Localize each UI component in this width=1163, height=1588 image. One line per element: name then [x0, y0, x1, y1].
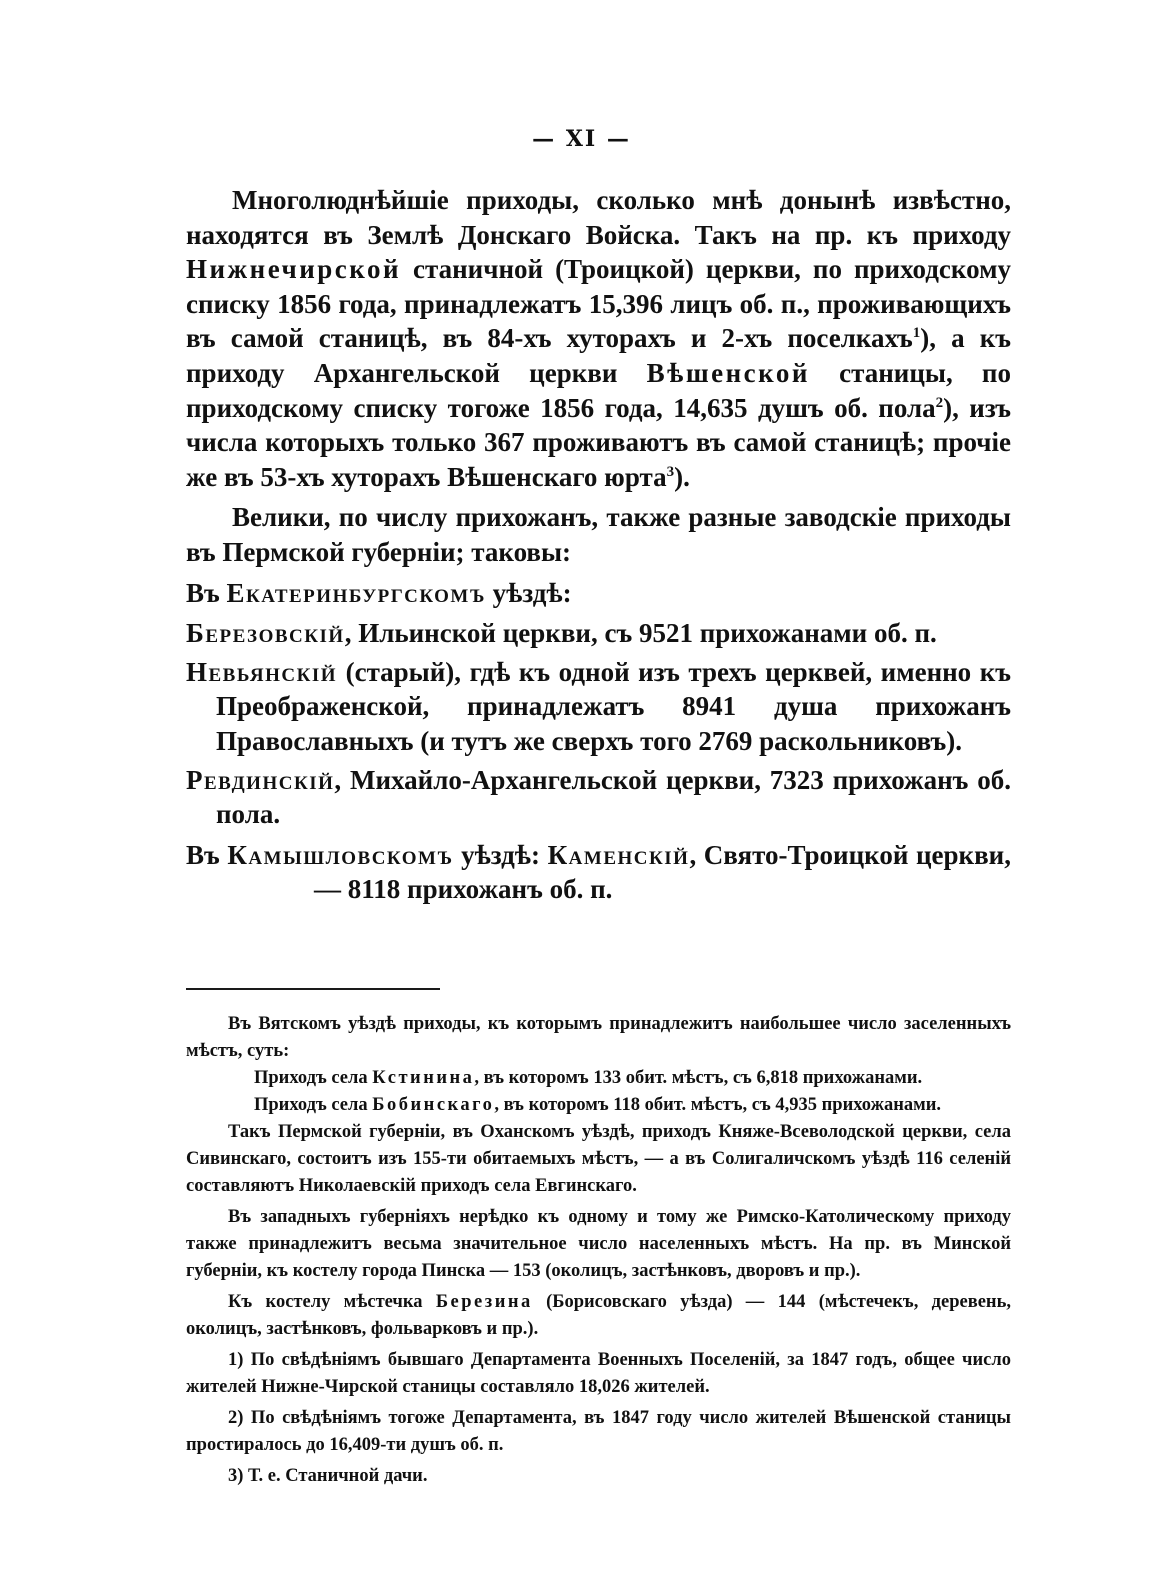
- main-text-block: [186, 183, 1011, 907]
- parish-name: Невьянскій: [186, 656, 338, 687]
- text-run: Въ: [186, 577, 227, 608]
- text-run: , въ которомъ 118 обит. мѣстъ, съ 4,935 прихожанами.: [494, 1095, 942, 1115]
- footnotes-block: [186, 1011, 1011, 1490]
- paragraph-perm-parishes: Велики, по числу прихожанъ, также разные заводскіе приходы въ Пермской губерніи; таковы:: [186, 502, 1011, 567]
- note-bobinsk: [186, 1092, 1011, 1119]
- text-run: Въ: [186, 839, 228, 870]
- text-run: (Борисовскаго уѣзда) — 144 (мѣстечекъ, деревень, околицъ, застѣнковъ, фольварковъ и пр.).: [186, 1292, 1011, 1339]
- text-run: станичной (Троицкой) церкви, по приходскому списку 1856 года, принадлежатъ 15,396 лицъ об. п., проживающихъ въ самой станицѣ, въ 84-хъ хуторахъ и 2-хъ поселкахъ: [186, 254, 1011, 354]
- footnote-3: 3) Т. е. Станичной дачи.: [228, 1466, 428, 1486]
- paragraph-parishes-don: [186, 183, 1011, 494]
- district-name: Екатеринбургскомъ: [226, 577, 486, 608]
- spaced-name: Березина: [435, 1292, 533, 1312]
- footnote-2: 2) По свѣдѣніямъ тогоже Департамента, въ 1847 году число жителей Вѣшенской станицы простиралось до 16,409-ти душъ об. п.: [186, 1408, 1011, 1455]
- note-perm: Такъ Пермской губерніи, въ Оханскомъ уѣздѣ, приходъ Княже-Всеволодской церкви, села Сивинскаго, состоитъ изъ 155-ти обитаемыхъ мѣстъ, — а въ Солигаличскомъ уѣздѣ 116 селеній составляютъ Николаевскій приходъ села Евгинскаго.: [186, 1122, 1011, 1196]
- parish-name: Березовскій: [186, 618, 345, 649]
- spaced-name: Бобинскаго: [372, 1095, 495, 1115]
- entry-nevyansky: [186, 655, 1011, 759]
- entry-revdinsky: [186, 763, 1011, 832]
- text-run: ), а къ приходу Архангельской церкви: [186, 323, 1011, 388]
- footnote-ref-1[interactable]: 1: [912, 325, 921, 342]
- parish-name: Ревдинскій: [186, 764, 335, 795]
- text-run: , Ильинской церкви, съ 9521 прихожанами об. п.: [344, 618, 937, 649]
- text-run: ).: [674, 461, 690, 492]
- spaced-name: Вѣшенской: [646, 357, 810, 388]
- note-kstinino: [186, 1065, 1011, 1092]
- text-run: ), изъ числа которыхъ только 367 проживаютъ въ самой станицѣ; прочіе же въ 53-хъ хуторахъ Вѣшенскаго юрта: [186, 392, 1011, 492]
- page-number: — XI —: [532, 126, 631, 152]
- text-run: Многолюднѣйшіе приходы, сколько мнѣ донынѣ извѣстно, находятся въ Землѣ Донскаго Войска. Такъ на пр. къ приходу: [186, 185, 1011, 250]
- text-run: станицы, по приходскому списку тогоже 1856 года, 14,635 душъ об. пола: [186, 357, 1011, 423]
- footnote-ref-2[interactable]: 2: [935, 394, 944, 411]
- footnote-divider: [186, 988, 440, 990]
- spaced-name: Кстинина: [372, 1068, 475, 1088]
- note-berezino: [186, 1289, 1011, 1343]
- district-heading-kamyshlov: [186, 838, 1011, 907]
- text-run: уѣздѣ:: [485, 577, 572, 608]
- text-run: Къ костелу мѣстечка: [228, 1292, 436, 1312]
- text-run: уѣздѣ:: [453, 839, 548, 870]
- text-run: (старый), гдѣ къ одной изъ трехъ церквей, именно къ Преображенской, принадлежатъ 8941 душа прихожанъ Православныхъ (и тутъ же сверхъ того 2769 раскольниковъ).: [216, 656, 1011, 756]
- footnote-1: 1) По свѣдѣніямъ бывшаго Департамента Военныхъ Поселеній, за 1847 годъ, общее число жителей Нижне-Чирской станицы составляло 18,026 жителей.: [186, 1350, 1011, 1397]
- note-western: Въ западныхъ губерніяхъ нерѣдко къ одному и тому же Римско-Католическому приходу также принадлежитъ весьма значительное число населенныхъ мѣстъ. На пр. въ Минской губерніи, къ костелу города Пинска — 153 (околицъ, застѣнковъ, дворовъ и пр.).: [186, 1207, 1011, 1281]
- text-run: Приходъ села: [254, 1068, 373, 1088]
- parish-name: Каменскій: [547, 839, 690, 870]
- text-run: Приходъ села: [254, 1095, 373, 1115]
- text-run: , въ которомъ 133 обит. мѣстъ, съ 6,818 прихожанами.: [474, 1068, 923, 1088]
- district-heading-ekaterinburg: [186, 576, 1011, 611]
- entry-berezovsky: [186, 616, 1011, 651]
- note-vyatka: Въ Вятскомъ уѣздѣ приходы, къ которымъ принадлежитъ наибольшее число заселенныхъ мѣстъ, суть:: [186, 1014, 1011, 1061]
- text-run: , Свято-Троицкой церкви, — 8118 прихожанъ об. п.: [314, 839, 1011, 905]
- text-run: , Михайло-Архангельской церкви, 7323 прихожанъ об. пола.: [216, 764, 1011, 830]
- footnote-ref-3[interactable]: 3: [666, 463, 675, 480]
- spaced-name: Нижнечирской: [186, 254, 402, 285]
- district-name: Камышловскомъ: [227, 839, 454, 870]
